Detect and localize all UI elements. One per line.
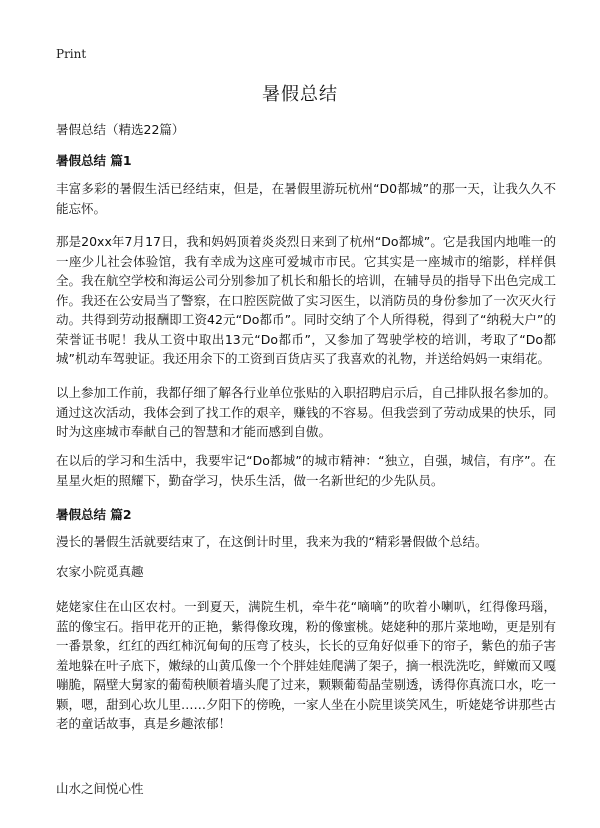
document-subtitle: 暑假总结（精选22篇）	[56, 122, 185, 137]
paragraph: 姥姥家住在山区农村。一到夏天，满院生机，牵牛花“嘀嘀”的吹着小喇叭，红得像玛瑙，蓝的像宝石。指甲花开的正艳，紫得像玫瑰，粉的像蜜桃。姥姥种的那片菜地呦，更是别有一番景象，红红的西红柿沉甸甸的压弯了枝头，长长的豆角好似垂下的帘子，紫色的茄子害羞地躲在叶子底下，嫩绿的山黄瓜像一个个胖娃娃爬满了架子，摘一根洗洗吃，鲜嫩而又嘎嘣脆，隔壁大舅家的葡萄秧顺着墙头爬了过来，颗颗葡萄晶莹剔透，诱得你真流口水，吃一颗，嗯，甜到心坎儿里……夕阳下的傍晚，一家人坐在小院里谈笑风生，听姥姥爷讲那些古老的童话故事，真是乡趣浓郁！	[56, 599, 557, 731]
print-link[interactable]: Print	[56, 47, 87, 61]
page-title: 暑假总结	[262, 84, 338, 105]
section-heading-2: 暑假总结 篇2	[56, 507, 132, 522]
section-heading-1: 暑假总结 篇1	[56, 153, 132, 168]
paragraph-subheading: 农家小院觅真趣	[56, 564, 144, 579]
paragraph: 丰富多彩的暑假生活已经结束，但是，在暑假里游玩杭州“D0都城”的那一天，让我久久不能忘怀。	[56, 181, 556, 216]
paragraph-subheading: 山水之间悦心性	[56, 781, 144, 796]
paragraph: 漫长的暑假生活就要结束了，在这倒计时里，我来为我的“精彩暑假做个总结。	[56, 534, 488, 549]
paragraph: 在以后的学习和生活中，我要牢记“Do都城”的城市精神：“独立，自强，城信，有序”。在星星火炬的照耀下，勤奋学习，快乐生活，做一名新世纪的少先队员。	[56, 453, 556, 488]
paragraph: 那是20xx年7月17日，我和妈妈顶着炎炎烈日来到了杭州“Do都城”。它是我国内地唯一的一座少儿社会体验馆，我有幸成为这座可爱城市市民。它其实是一座城市的缩影，样样俱全。我在航空学校和海运公司分别参加了机长和船长的培训，在辅导员的指导下出色完成工作。我还在公安局当了警察，在口腔医院做了实习医生，以消防员的身份参加了一次灭火行动。共得到劳动报酬即工资42元“Do都币”。同时交纳了个人所得税，得到了“纳税大户”的荣誉证书呢！我从工资中取出13元“Do都币”，又参加了驾驶学校的培训，考取了“Do都城”机动车驾驶证。我还用余下的工资到百货店买了我喜欢的礼物，并送给妈妈一束绢花。	[56, 234, 557, 366]
paragraph: 以上参加工作前，我都仔细了解各行业单位张贴的入职招聘启示后，自己排队报名参加的。通过这次活动，我体会到了找工作的艰辛，赚钱的不容易。但我尝到了劳动成果的快乐，同时为这座城市奉献自己的智慧和才能而感到自傲。	[56, 385, 557, 439]
